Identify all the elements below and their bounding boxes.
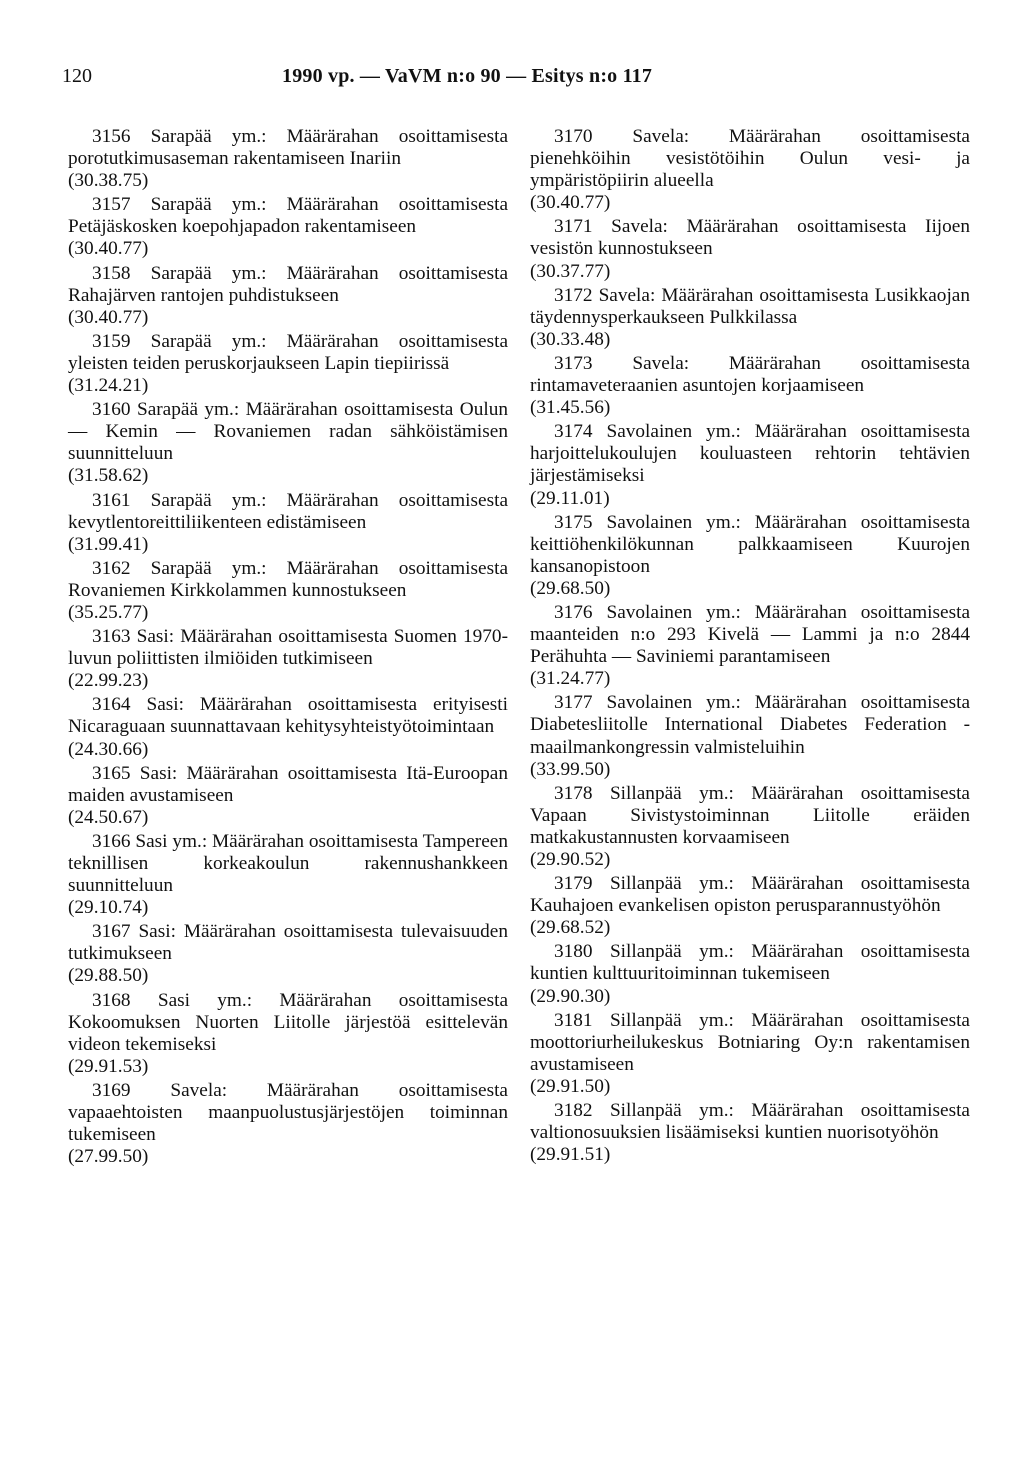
budget-code: (27.99.50)	[68, 1146, 149, 1168]
budget-code: (29.11.01)	[530, 487, 610, 509]
budget-code: (29.68.52)	[530, 917, 611, 939]
motion-text: 3159 Sarapää ym.: Määrärahan osoittamisesta yleisten teiden peruskorjaukseen Lapin tiepiirissä	[68, 330, 508, 374]
motion-text: 3177 Savolainen ym.: Määrärahan osoittamisesta Diabetesliitolle International Diabetes Federation -maailmankongressin valmisteluihin	[530, 692, 970, 758]
motion-text: 3160 Sarapää ym.: Määrärahan osoittamisesta Oulun — Kemin — Rovaniemen radan sähköistämisen suunnitteluun	[68, 399, 508, 465]
motion-text: 3163 Sasi: Määrärahan osoittamisesta Suomen 1970-luvun poliittisten ilmiöiden tutkimiseen	[68, 626, 508, 670]
budget-code: (30.40.77)	[530, 192, 611, 214]
motion-text: 3175 Savolainen ym.: Määrärahan osoittamisesta keittiöhenkilökunnan palkkaamiseen Kuurojen kansanopistoon	[530, 511, 970, 577]
motion-text: 3179 Sillanpää ym.: Määrärahan osoittamisesta Kauhajoen evankelisen opiston perusparannustyöhön	[530, 873, 970, 917]
motion-text: 3168 Sasi ym.: Määrärahan osoittamisesta Kokoomuksen Nuorten Liitolle järjestöä esittelevän videon tekemiseksi	[68, 989, 508, 1055]
motion-entry-3173	[530, 353, 970, 419]
budget-code: (35.25.77)	[68, 601, 149, 623]
motion-entry-3177	[530, 692, 970, 780]
motion-entry-3182	[530, 1100, 970, 1166]
motion-text: 3180 Sillanpää ym.: Määrärahan osoittamisesta kuntien kulttuuritoiminnan tukemiseen	[530, 941, 970, 985]
budget-code: (31.58.62)	[68, 465, 149, 487]
motion-entry-3171	[530, 216, 970, 282]
motion-entry-3162	[68, 558, 508, 624]
budget-code: (24.30.66)	[68, 738, 149, 760]
motion-entry-3175	[530, 512, 970, 600]
budget-code: (31.45.56)	[530, 397, 611, 419]
motion-entry-3156	[68, 126, 508, 192]
motion-entry-3160	[68, 399, 508, 487]
motion-text: 3176 Savolainen ym.: Määrärahan osoittamisesta maanteiden n:o 293 Kivelä — Lammi ja n:o 2844 Perähuhta — Saviniemi parantamiseen	[530, 601, 970, 668]
budget-code: (24.50.67)	[68, 806, 149, 828]
motion-text: 3170 Savela: Määrärahan osoittamisesta pienehköihin vesistötöihin Oulun vesi- ja ympäristöpiirin alueella	[530, 126, 970, 192]
motion-entry-3167	[68, 921, 508, 987]
motion-entry-3161	[68, 490, 508, 556]
motion-entry-3157	[68, 194, 508, 260]
motion-text: 3162 Sarapää ym.: Määrärahan osoittamisesta Rovaniemen Kirkkolammen kunnostukseen	[68, 557, 508, 601]
budget-code: (29.90.52)	[530, 849, 611, 870]
budget-code: (22.99.23)	[68, 670, 149, 692]
budget-code: (30.38.75)	[68, 170, 149, 192]
right-column	[530, 126, 970, 1168]
budget-code: (33.99.50)	[530, 758, 611, 780]
budget-code: (30.33.48)	[530, 328, 611, 350]
page-number: 120	[62, 65, 92, 87]
motion-entry-3172	[530, 285, 970, 351]
motion-text: 3158 Sarapää ym.: Määrärahan osoittamisesta Rahajärven rantojen puhdistukseen	[68, 262, 508, 306]
budget-code: (29.88.50)	[68, 965, 149, 987]
budget-code: (29.91.50)	[530, 1075, 611, 1097]
budget-code: (30.40.77)	[68, 306, 149, 328]
motion-text: 3164 Sasi: Määrärahan osoittamisesta erityisesti Nicaraguaan suunnattavaan kehitysyhteistyötoimintaan	[68, 694, 508, 738]
motion-text: 3182 Sillanpää ym.: Määrärahan osoittamisesta valtionosuuksien lisäämiseksi kuntien nuorisotyöhön	[530, 1100, 970, 1144]
motion-entry-3174	[530, 421, 970, 509]
running-head: 1990 vp. — VaVM n:o 90 — Esitys n:o 117	[282, 65, 653, 87]
motion-entry-3170	[530, 126, 970, 214]
motion-entry-3166	[68, 831, 508, 919]
motion-entry-3169	[68, 1080, 508, 1168]
motion-text: 3156 Sarapää ym.: Määrärahan osoittamisesta porotutkimusaseman rakentamiseen Inariin	[68, 126, 508, 170]
motion-entry-3168	[68, 990, 508, 1078]
motion-text: 3157 Sarapää ym.: Määrärahan osoittamisesta Petäjäskosken koepohjapadon rakentamiseen	[68, 194, 508, 238]
budget-code: (29.91.51)	[530, 1144, 611, 1166]
motion-text: 3181 Sillanpää ym.: Määrärahan osoittamisesta moottoriurheilukeskus Botniaring Oy:n rakentamisen avustamiseen	[530, 1009, 970, 1075]
motion-entry-3158	[68, 263, 508, 329]
motion-text: 3167 Sasi: Määrärahan osoittamisesta tulevaisuuden tutkimukseen	[68, 921, 508, 965]
motion-entry-3163	[68, 626, 508, 692]
budget-code: (31.24.21)	[68, 375, 149, 397]
budget-code: (31.24.77)	[530, 668, 611, 690]
motion-text: 3166 Sasi ym.: Määrärahan osoittamisesta Tampereen teknillisen korkeakoulun rakennushankkeen suunnitteluun	[68, 830, 508, 897]
left-column	[68, 126, 508, 1170]
motion-entry-3159	[68, 331, 508, 397]
motion-text: 3171 Savela: Määrärahan osoittamisesta Iijoen vesistön kunnostukseen	[530, 216, 970, 260]
budget-code: (29.68.50)	[530, 577, 611, 599]
motion-text: 3169 Savela: Määrärahan osoittamisesta vapaaehtoisten maanpuolustusjärjestöjen toiminnan tukemiseen	[68, 1079, 508, 1146]
motion-entry-3181	[530, 1010, 970, 1098]
motion-text: 3173 Savela: Määrärahan osoittamisesta rintamaveteraanien asuntojen korjaamiseen	[530, 352, 970, 397]
motion-entry-3179	[530, 873, 970, 939]
motion-text: 3178 Sillanpää ym.: Määrärahan osoittamisesta Vapaan Sivistystoiminnan Liitolle eräiden matkakustannusten korvaamiseen	[530, 782, 970, 848]
motion-entry-3176	[530, 602, 970, 690]
motion-text: 3174 Savolainen ym.: Määrärahan osoittamisesta harjoittelukoulujen kouluasteen rehtorin tehtävien järjestämiseksi	[530, 421, 970, 487]
budget-code: (30.40.77)	[68, 238, 149, 260]
motion-text: 3161 Sarapää ym.: Määrärahan osoittamisesta kevytlentoreittiliikenteen edistämiseen	[68, 489, 508, 533]
motion-entry-3180	[530, 941, 970, 1007]
motion-text: 3165 Sasi: Määrärahan osoittamisesta Itä-Euroopan maiden avustamiseen	[68, 762, 508, 806]
motion-entry-3164	[68, 694, 508, 760]
budget-code: (31.99.41)	[68, 533, 149, 555]
motion-text: 3172 Savela: Määrärahan osoittamisesta Lusikkaojan täydennysperkaukseen Pulkkilassa	[530, 284, 970, 328]
budget-code: (29.91.53)	[68, 1055, 149, 1077]
motion-entry-3178	[530, 783, 970, 871]
motion-entry-3165	[68, 763, 508, 829]
budget-code: (30.37.77)	[530, 260, 611, 282]
budget-code: (29.10.74)	[68, 897, 149, 919]
budget-code: (29.90.30)	[530, 985, 611, 1007]
